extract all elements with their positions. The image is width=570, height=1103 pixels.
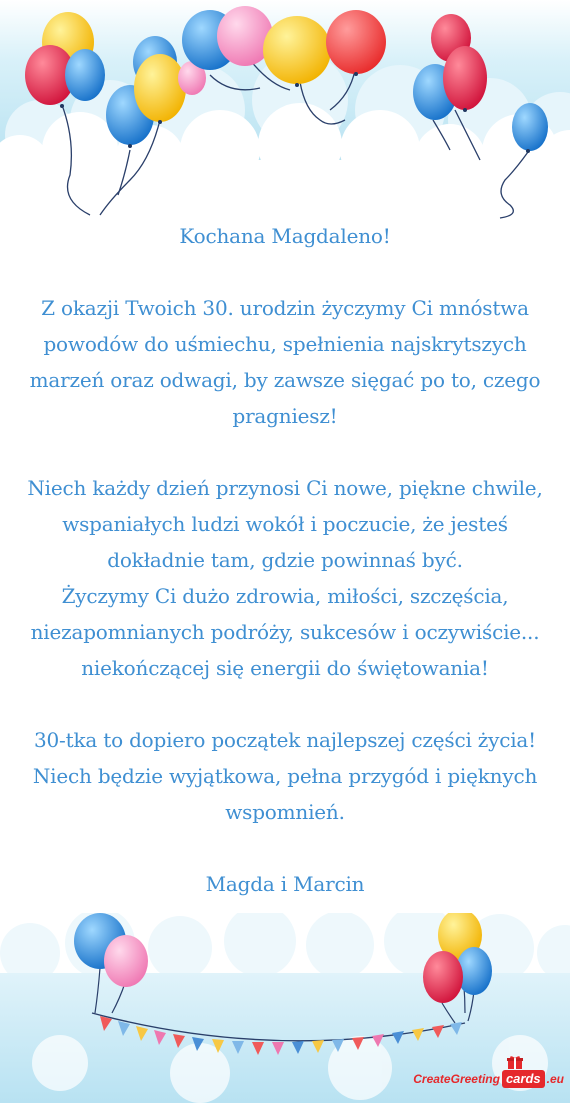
brand-watermark[interactable] bbox=[413, 1065, 564, 1093]
wish-line: powodów do uśmiechu, spełnienia najskrytszych bbox=[43, 332, 527, 356]
header-balloons-illustration bbox=[0, 0, 570, 220]
wish-paragraph-1 bbox=[20, 290, 550, 434]
gift-icon bbox=[506, 1055, 524, 1069]
brand-create-text: CreateGreeting bbox=[413, 1072, 500, 1086]
wish-line: niezapomnianych podróży, sukcesów i oczywiście... bbox=[30, 620, 540, 644]
wish-paragraph-3 bbox=[20, 722, 550, 830]
wish-line: Niech każdy dzień przynosi Ci nowe, piękne chwile, bbox=[27, 476, 543, 500]
greeting-heading: Kochana Magdaleno! bbox=[179, 224, 391, 248]
wish-line: Z okazji Twoich 30. urodzin życzymy Ci mnóstwa bbox=[41, 296, 529, 320]
signature: Magda i Marcin bbox=[205, 872, 365, 896]
wish-line: pragniesz! bbox=[232, 404, 338, 428]
wish-line: Życzymy Ci dużo zdrowia, miłości, szczęścia, bbox=[61, 584, 509, 608]
wish-line: 30-tka to dopiero początek najlepszej części życia! bbox=[34, 728, 536, 752]
card-message bbox=[20, 218, 550, 902]
wish-line: dokładnie tam, gdzie powinnaś być. bbox=[107, 548, 463, 572]
wish-line: marzeń oraz odwagi, by zawsze sięgać po to, czego bbox=[29, 368, 541, 392]
brand-cards-text: cards bbox=[502, 1070, 545, 1088]
wish-line: niekończącej się energii do świętowania! bbox=[81, 656, 489, 680]
wish-line: Niech będzie wyjątkowa, pełna przygód i pięknych bbox=[32, 764, 538, 788]
brand-tld-text: .eu bbox=[546, 1072, 564, 1086]
wish-line: wspaniałych ludzi wokół i poczucie, że jesteś bbox=[62, 512, 508, 536]
wish-line: wspomnień. bbox=[225, 800, 345, 824]
wish-paragraph-2 bbox=[20, 470, 550, 686]
